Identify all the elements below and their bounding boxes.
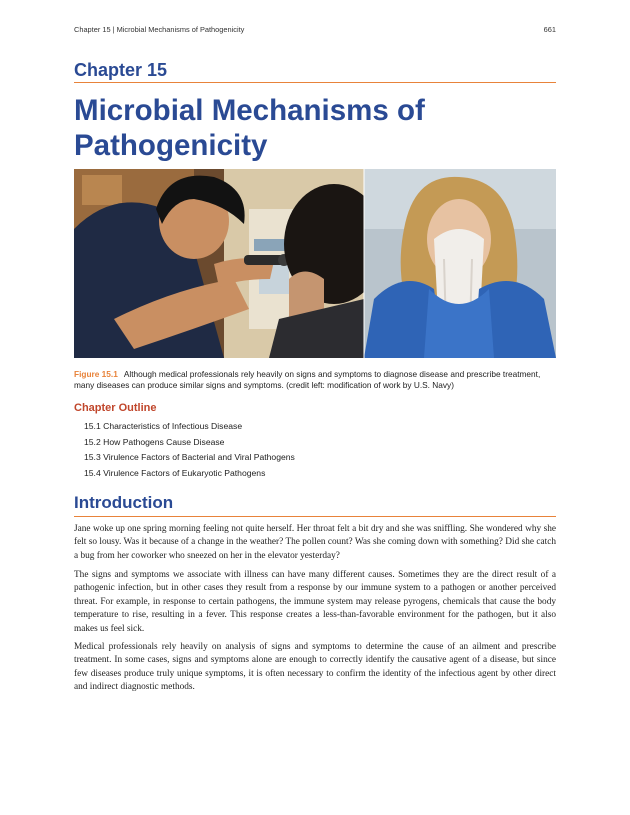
figure-photo-pair	[74, 169, 556, 358]
outline-item[interactable]: 15.3 Virulence Factors of Bacterial and Viral Pathogens	[84, 452, 295, 463]
chapter-figure	[74, 169, 556, 358]
chapter-outline-heading: Chapter Outline	[74, 402, 157, 414]
outline-item[interactable]: 15.1 Characteristics of Infectious Disease	[84, 421, 243, 431]
figure-label: Figure 15.1	[74, 369, 118, 379]
outline-item[interactable]: 15.4 Virulence Factors of Eukaryotic Pathogens	[84, 468, 266, 479]
introduction-divider	[74, 516, 556, 517]
intro-paragraph-3: Medical professionals rely heavily on analysis of signs and symptoms to determine the cause of an ailment and prescribe treatment. In some cases, signs and symptoms alone are enough to correctly identify the causative agent of a disease, but since few diseases produce truly unique symptoms, it is often necessary to confirm the identity of the infectious agent by other direct and indirect diagnostic methods.	[74, 642, 556, 693]
chapter-divider	[74, 82, 556, 83]
figure-caption-text: Although medical professionals rely heavily on signs and symptoms to diagnose disease and prescribe treatment, many diseases can produce similar signs and symptoms. (credit left: modification of work by U.S. Navy)	[74, 369, 541, 390]
intro-paragraph-2: The signs and symptoms we associate with illness can have many different causes. Sometimes they are the direct result of a pathogenic infection, but in other cases they result from a response by our immune system to a pathogen or another perceived threat. For example, in response to certain pathogens, the immune system may release pyrogens, chemicals that cause the body temperature to rise, resulting in a fever. This response creates a less-than-favorable environment for the pathogen, but it also makes us feel sick.	[74, 570, 556, 634]
outline-item[interactable]: 15.2 How Pathogens Cause Disease	[84, 436, 225, 447]
right-photo-sneezing-woman	[364, 169, 556, 358]
running-title: Chapter 15 | Microbial Mechanisms of Pathogenicity	[74, 25, 245, 34]
page-number: 661	[543, 25, 556, 34]
intro-paragraph-1: Jane woke up one spring morning feeling not quite herself. Her throat felt a bit dry and she was sniffling. She wondered why she felt so lousy. Was it because of a change in the weather? The pollen count? Was she coming down with something? Did she catch a bug from her coworker who sneezed on her in the elevator yesterday?	[74, 524, 556, 561]
figure-caption	[74, 369, 556, 391]
running-header	[74, 25, 556, 37]
chapter-label: Chapter 15	[74, 60, 168, 80]
chapter-outline-list	[84, 420, 295, 483]
introduction-heading: Introduction	[74, 493, 174, 512]
left-photo-doctor-exam	[74, 169, 384, 358]
chapter-title: Microbial Mechanisms of Pathogenicity	[74, 94, 425, 162]
